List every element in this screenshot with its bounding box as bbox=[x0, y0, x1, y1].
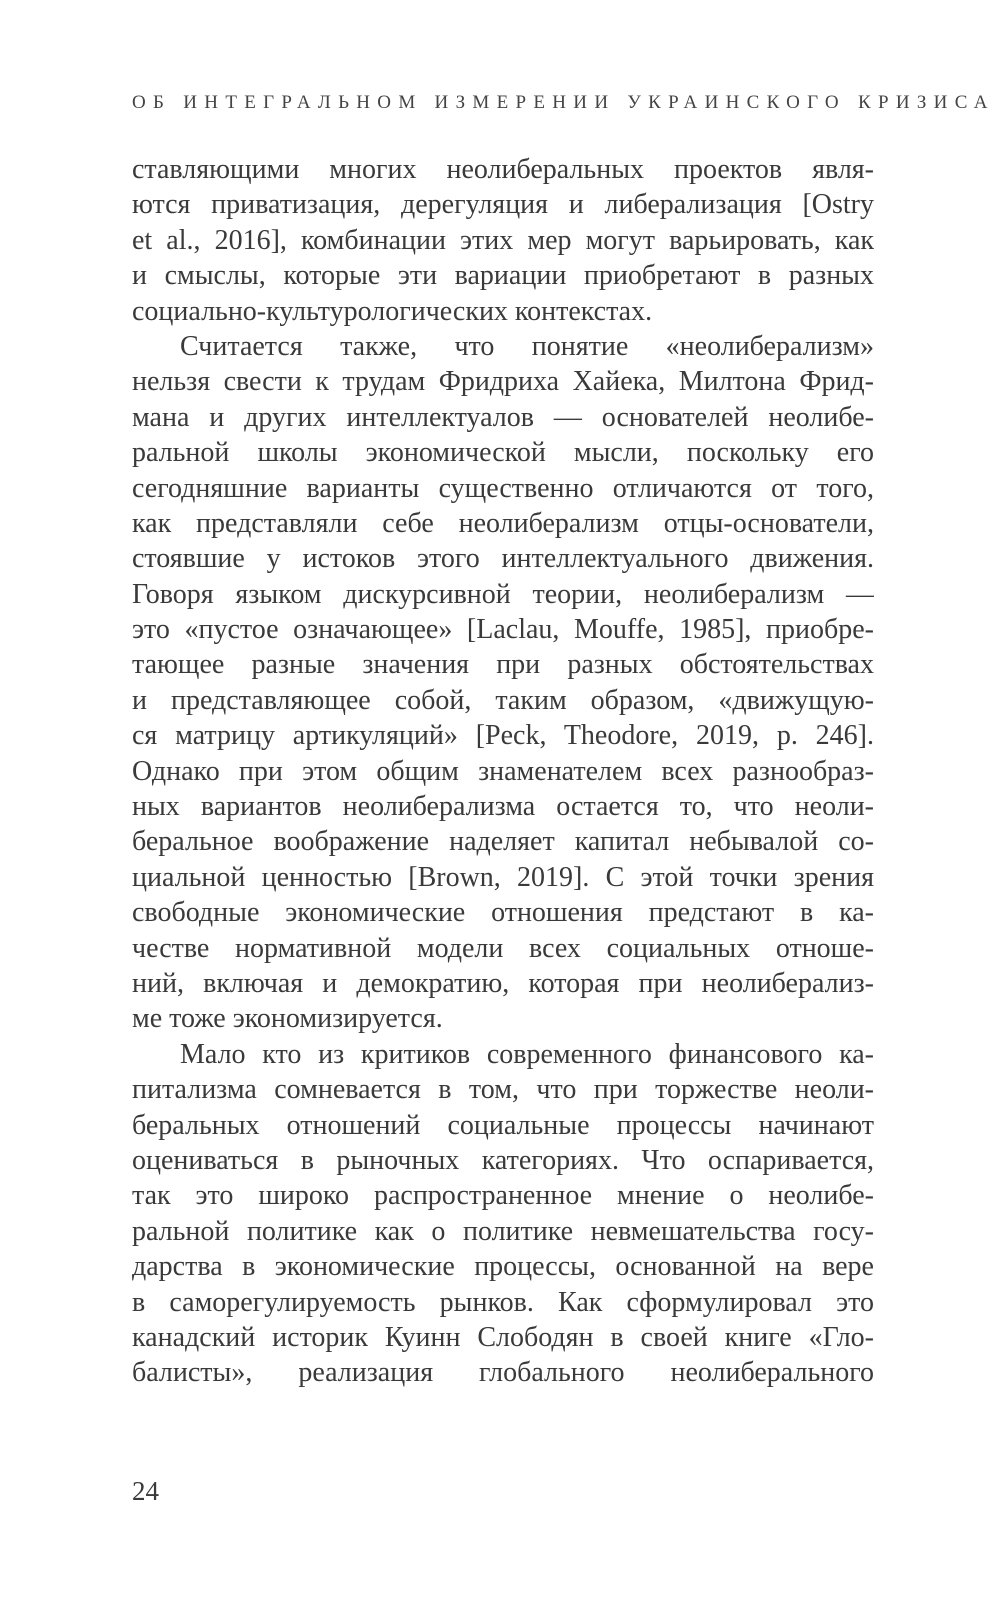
text-line: это «пустое означающее» [Laclau, Mouffe, 1985], приобре- bbox=[132, 614, 874, 646]
text-line: беральное воображение наделяет капитал небывалой со- bbox=[132, 826, 874, 858]
page-number: 24 bbox=[132, 1476, 159, 1506]
text-line: оцениваться в рыночных категориях. Что оспаривается, bbox=[132, 1144, 874, 1176]
text-line: нельзя свести к трудам Фридриха Хайека, Милтона Фрид- bbox=[132, 366, 874, 398]
text-line: мана и других интеллектуалов — основателей неолибе- bbox=[132, 401, 874, 433]
text-line: ме тоже экономизируется. bbox=[132, 1003, 443, 1035]
text-line: ний, включая и демократию, которая при неолиберализ- bbox=[132, 967, 874, 999]
text-line: честве нормативной модели всех социальных отноше- bbox=[132, 932, 874, 964]
text-line: стоявшие у истоков этого интеллектуального движения. bbox=[132, 543, 874, 575]
text-line: балисты», реализация глобального неолиберального bbox=[132, 1357, 874, 1389]
text-line: сегодняшние варианты существенно отличаются от того, bbox=[132, 472, 874, 504]
text-line: Считается также, что понятие «неолиберализм» bbox=[180, 330, 874, 362]
text-line: ются приватизация, дерегуляция и либерализация [Ostry bbox=[132, 189, 874, 221]
text-line: ных вариантов неолиберализма остается то, что неоли- bbox=[132, 791, 874, 823]
text-line: Мало кто из критиков современного финансового ка- bbox=[180, 1038, 874, 1070]
text-line: социально-культурологических контекстах. bbox=[132, 295, 653, 327]
text-line: ставляющими многих неолиберальных проектов явля- bbox=[132, 154, 874, 185]
text-line: в саморегулируемость рынков. Как сформулировал это bbox=[132, 1286, 874, 1318]
text-line: канадский историк Куинн Слободян в своей книге «Гло- bbox=[132, 1321, 874, 1353]
text-line: как представляли себе неолиберализм отцы-основатели, bbox=[132, 507, 874, 539]
text-line: и представляющее собой, таким образом, «движущую- bbox=[132, 684, 874, 716]
text-line: ральной школы экономической мысли, поскольку его bbox=[132, 437, 874, 469]
body-text bbox=[132, 152, 874, 1391]
text-line: ральной политике как о политике невмешательства госу- bbox=[132, 1215, 874, 1247]
text-line: питализма сомневается в том, что при торжестве неоли- bbox=[132, 1074, 874, 1106]
text-line: дарства в экономические процессы, основанной на вере bbox=[132, 1251, 874, 1283]
text-line: свободные экономические отношения предстают в ка- bbox=[132, 897, 874, 929]
text-line: Говоря языком дискурсивной теории, неолиберализм — bbox=[132, 578, 874, 610]
text-line: так это широко распространенное мнение о неолибе- bbox=[132, 1180, 874, 1212]
text-line: и смыслы, которые эти вариации приобретают в разных bbox=[132, 260, 874, 292]
text-line: циальной ценностью [Brown, 2019]. С этой точки зрения bbox=[132, 861, 874, 893]
text-line: беральных отношений социальные процессы начинают bbox=[132, 1109, 874, 1141]
text-line: Однако при этом общим знаменателем всех разнообраз- bbox=[132, 755, 874, 787]
text-line: тающее разные значения при разных обстоятельствах bbox=[132, 649, 874, 681]
running-head: ОБ ИНТЕГРАЛЬНОМ ИЗМЕРЕНИИ УКРАИНСКОГО КРИЗИСА bbox=[132, 92, 995, 113]
text-line: ся матрицу артикуляций» [Peck, Theodore, 2019, p. 246]. bbox=[132, 720, 874, 752]
text-line: et al., 2016], комбинации этих мер могут варьировать, как bbox=[132, 224, 874, 256]
